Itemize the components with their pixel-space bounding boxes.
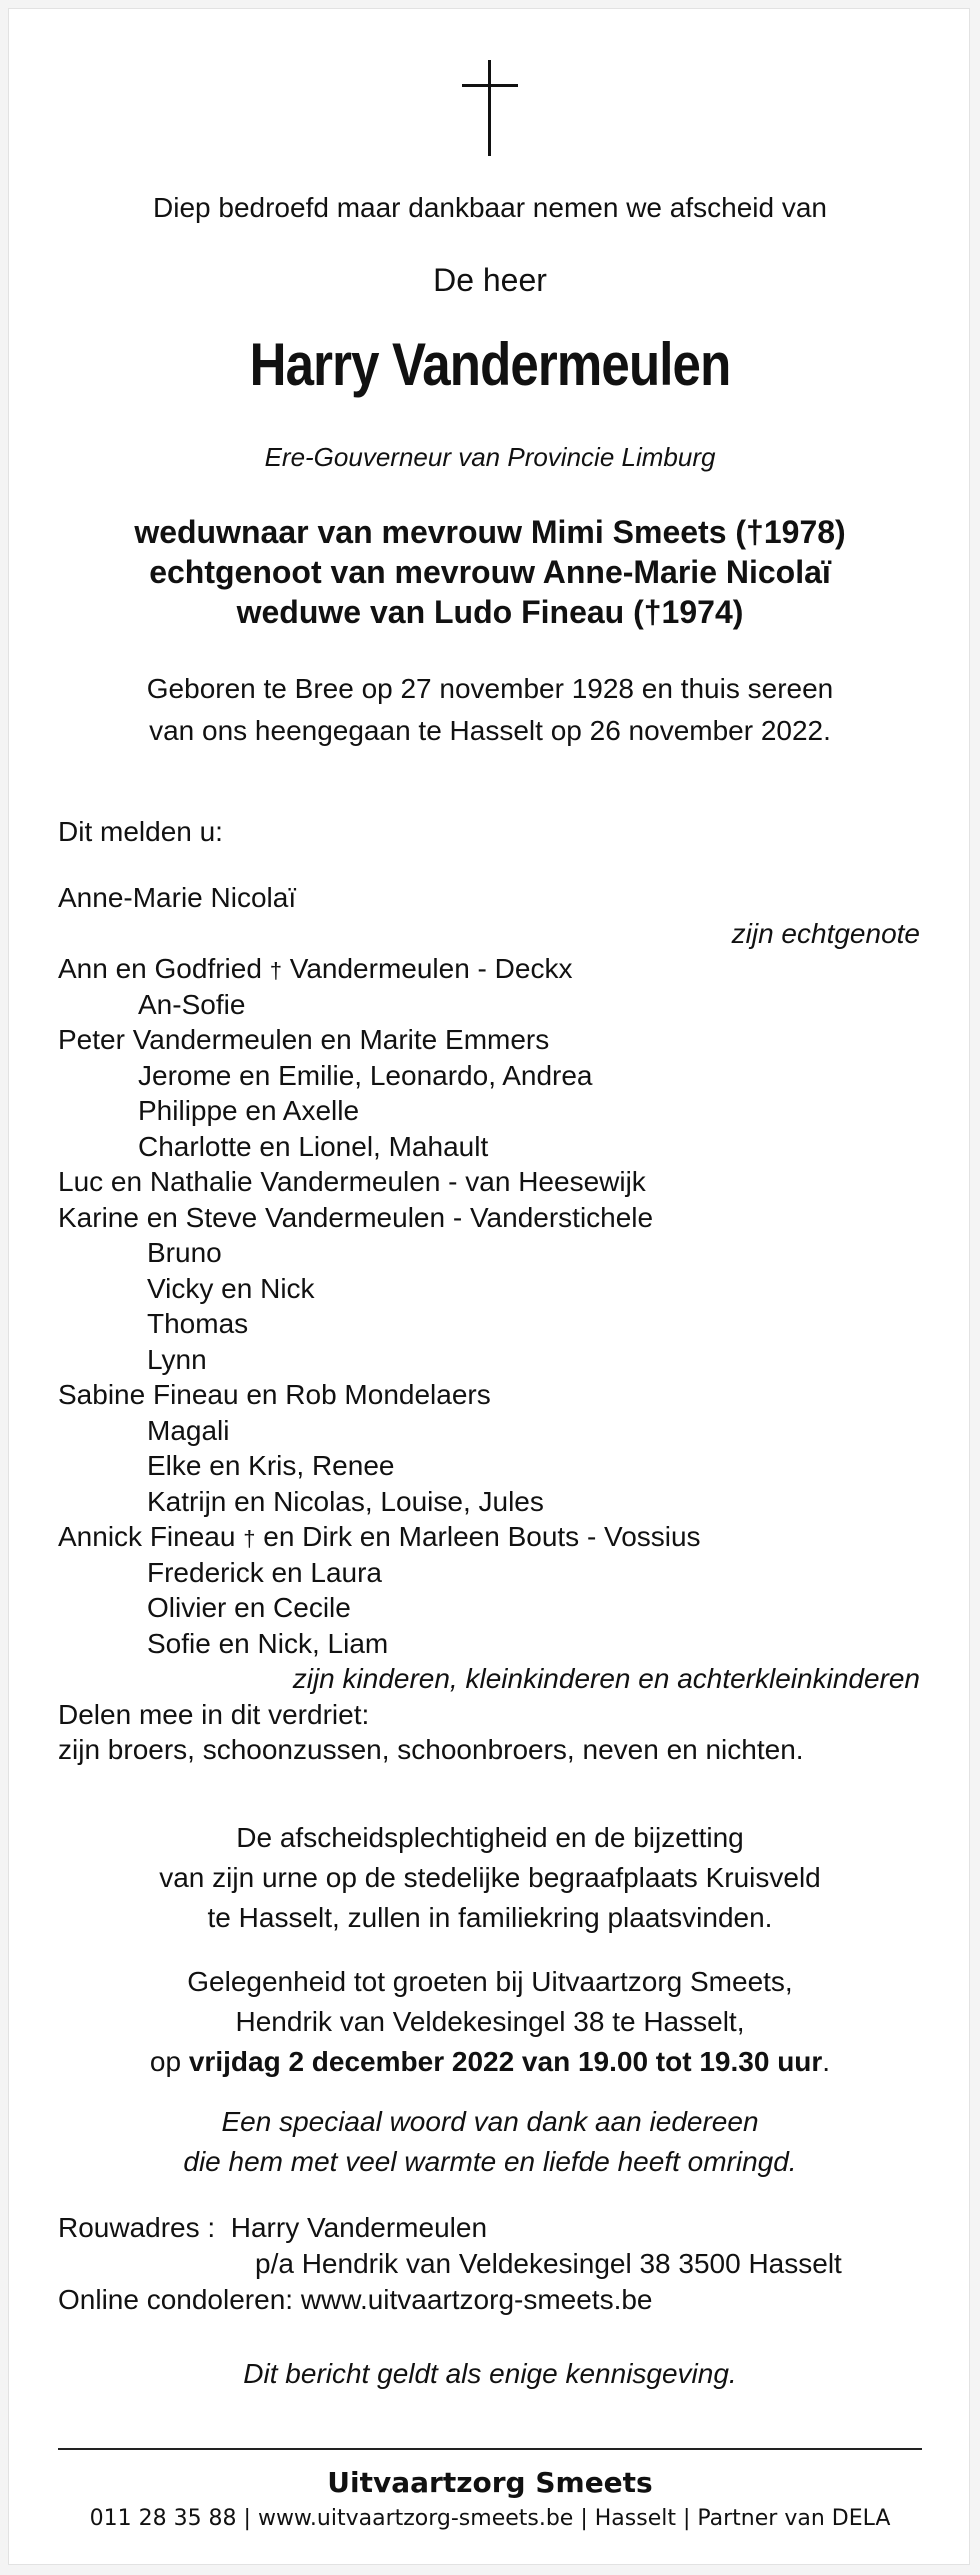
family-line: Frederick en Laura: [147, 1556, 383, 1588]
relations: [0, 512, 980, 632]
spouse-name: Anne-Marie Nicolaï: [58, 882, 297, 913]
address-street: p/a Hendrik van Veldekesingel 38 3500 Hasselt: [255, 2248, 842, 2279]
relation-line: weduwe van Ludo Fineau (†1974): [236, 594, 744, 630]
family-line: Lynn: [147, 1343, 207, 1375]
family-line: Thomas: [147, 1308, 249, 1339]
footer-divider: [58, 2448, 922, 2450]
funeral-company: Uitvaartzorg Smeets: [327, 2466, 653, 2499]
family-line: Annick Fineau † en Dirk en Marleen Bouts - Vossius: [58, 1521, 701, 1552]
family-line: Karine en Steve Vandermeulen - Vanderstichele: [58, 1201, 654, 1233]
announce-text: Dit melden u:: [58, 816, 223, 847]
family-line: Charlotte en Lionel, Mahault: [138, 1130, 489, 1162]
cross-mark-icon: †: [243, 1526, 256, 1551]
family-line: Luc en Nathalie Vandermeulen - van Heesewijk: [58, 1166, 646, 1197]
online-condolence: Online condoleren: www.uitvaartzorg-smeets.be: [58, 2284, 653, 2315]
family-line: Sabine Fineau en Rob Mondelaers: [58, 1379, 491, 1410]
greeting-info: Gelegenheid tot groeten bij Uitvaartzorg Smeets, Hendrik van Veldekesingel 38 te Hasselt, op vrijdag 2 december 2022 van 19.00 tot 19.30 uur.: [149, 1966, 831, 2077]
cross-mark-icon: †: [269, 958, 282, 983]
birth-death-info: [0, 668, 980, 752]
family-line: Philippe en Axelle: [138, 1095, 360, 1126]
relation-line: weduwnaar van mevrouw Mimi Smeets (†1978): [134, 514, 846, 550]
family-line: Olivier en Cecile: [147, 1592, 351, 1623]
address-name: Harry Vandermeulen: [230, 2212, 488, 2243]
address-label: Rouwadres :: [58, 2212, 216, 2243]
honorary-title: Ere-Gouverneur van Provincie Limburg: [264, 442, 716, 472]
family-line: Vicky en Nick: [147, 1272, 315, 1304]
mourning-address: [58, 2210, 918, 2318]
deceased-name: Harry Vandermeulen: [249, 331, 731, 398]
children-role: zijn kinderen, kleinkinderen en achterkleinkinderen: [292, 1663, 920, 1694]
family-line: Elke en Kris, Renee: [147, 1450, 395, 1481]
salutation: De heer: [433, 262, 547, 298]
others-text: zijn broers, schoonzussen, schoonbroers, neven en nichten.: [58, 1734, 804, 1765]
share-text: Delen mee in dit verdriet:: [58, 1698, 370, 1730]
family-line: Peter Vandermeulen en Marite Emmers: [58, 1024, 550, 1055]
family-line: Magali: [147, 1414, 230, 1446]
family-line: Bruno: [147, 1237, 222, 1268]
thanks-text: Een speciaal woord van dank aan iedereen die hem met veel warmte en liefde heeft omringd.: [183, 2106, 797, 2177]
birth-line: Geboren te Bree op 27 november 1928 en thuis sereen: [146, 673, 834, 704]
ceremony-info: De afscheidsplechtigheid en de bijzetting van zijn urne op de stedelijke begraafplaats Kruisveld te Hasselt, zullen in familiekring plaatsvinden.: [159, 1822, 821, 1933]
company-contact: 011 28 35 88 | www.uitvaartzorg-smeets.be | Hasselt | Partner van DELA: [89, 2506, 891, 2531]
family-line: Jerome en Emilie, Leonardo, Andrea: [138, 1059, 593, 1091]
notice-text: Dit bericht geldt als enige kennisgeving.: [243, 2358, 737, 2389]
intro-text: Diep bedroefd maar dankbaar nemen we afscheid van: [153, 192, 827, 223]
spouse-role: zijn echtgenote: [731, 917, 920, 949]
family-list: [58, 880, 920, 1768]
family-line: An-Sofie: [138, 988, 246, 1020]
birth-line: van ons heengegaan te Hasselt op 26 november 2022.: [149, 715, 831, 746]
family-line: Ann en Godfried † Vandermeulen - Deckx: [58, 953, 573, 984]
family-line: Sofie en Nick, Liam: [147, 1627, 389, 1659]
relation-line: echtgenoot van mevrouw Anne-Marie Nicolaï: [149, 554, 831, 590]
family-line: Katrijn en Nicolas, Louise, Jules: [147, 1485, 544, 1517]
cross-icon: [462, 60, 518, 156]
greeting-datetime: vrijdag 2 december 2022 van 19.00 tot 19.30 uur: [188, 2046, 823, 2077]
